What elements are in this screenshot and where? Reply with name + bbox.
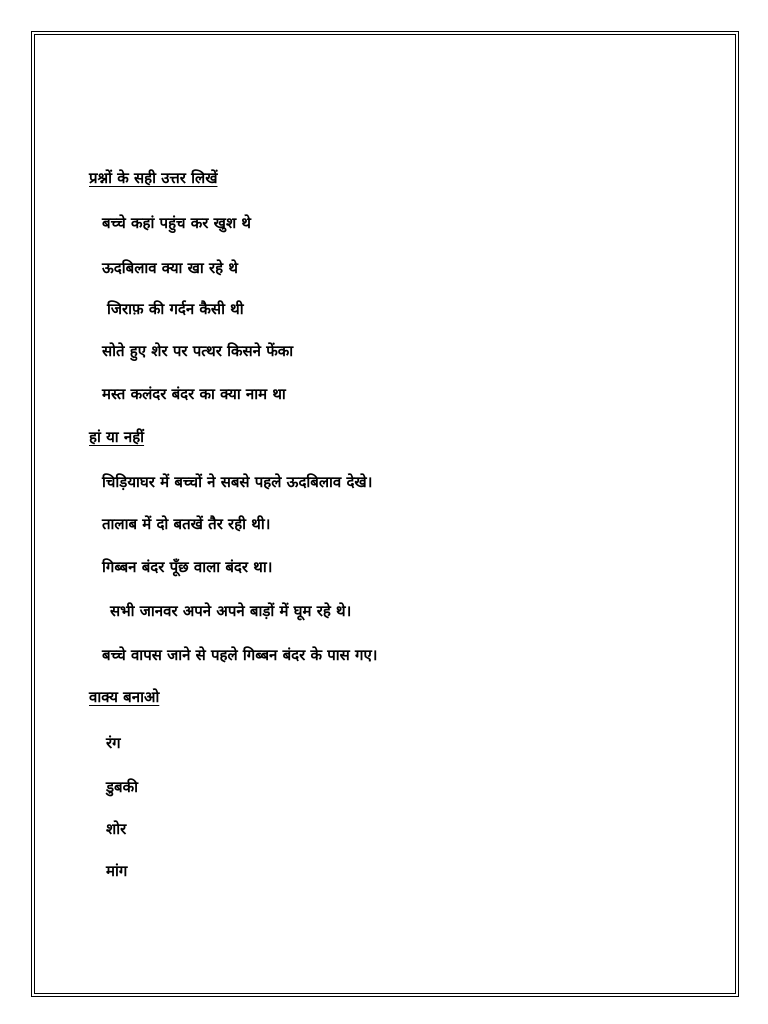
question-item: जिराफ़ की गर्दन कैसी थी: [107, 300, 244, 318]
statement-item: चिड़ियाघर में बच्चों ने सबसे पहले ऊदबिलाव देखे।: [102, 473, 373, 491]
word-item: डुबकी: [106, 778, 138, 796]
statement-item: सभी जानवर अपने अपने बाड़ों में घूम रहे थे।: [110, 602, 352, 620]
statement-item: तालाब में दो बतखें तैर रही थी।: [102, 515, 271, 533]
section-heading-make-sentences: वाक्य बनाओ: [89, 688, 160, 706]
question-item: सोते हुए शेर पर पत्थर किसने फेंका: [102, 342, 294, 360]
word-item: मांग: [106, 862, 128, 880]
word-item: रंग: [106, 734, 121, 752]
statement-item: बच्चे वापस जाने से पहले गिब्बन बंदर के पास गए।: [102, 646, 378, 664]
section-heading-questions: प्रश्नों के सही उत्तर लिखें: [89, 169, 218, 187]
section-heading-yes-no: हां या नहीं: [89, 428, 145, 446]
word-item: शोर: [106, 820, 127, 838]
statement-item: गिब्बन बंदर पूँछ वाला बंदर था।: [102, 558, 273, 576]
question-item: ऊदबिलाव क्या खा रहे थे: [102, 259, 238, 277]
question-item: मस्त कलंदर बंदर का क्या नाम था: [102, 385, 286, 403]
question-item: बच्चे कहां पहुंच कर खुश थे: [102, 214, 251, 232]
